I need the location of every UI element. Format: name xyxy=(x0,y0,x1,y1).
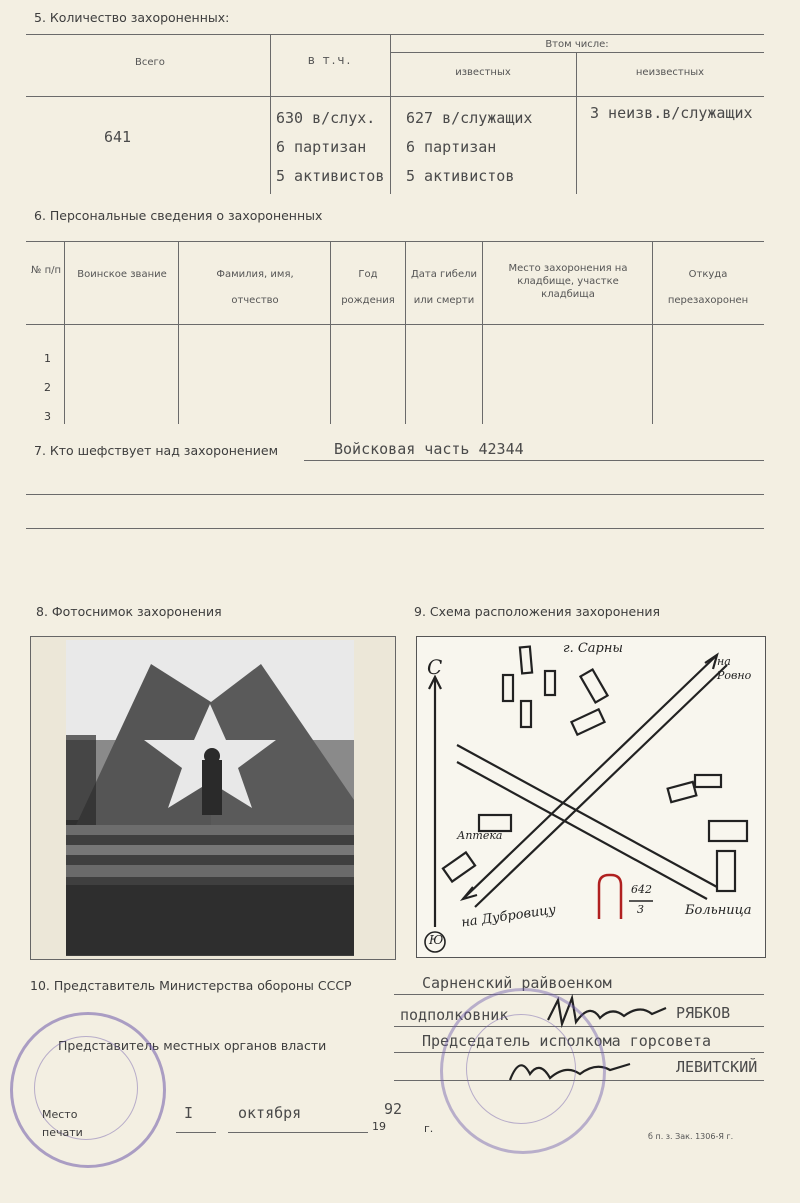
date-year-prefix: 19 xyxy=(372,1120,386,1133)
date-day: I xyxy=(184,1104,194,1122)
local-name: ЛЕВИТСКИЙ xyxy=(676,1058,758,1076)
unknown-values: 3 неизв.в/служащих xyxy=(590,104,753,122)
mod-rank: подполковник xyxy=(400,1006,509,1024)
date-month: октября xyxy=(238,1104,302,1122)
sec7-value: Войсковая часть 42344 xyxy=(334,440,524,458)
col-known-header: известных xyxy=(455,67,511,78)
label-north: С xyxy=(427,655,443,679)
sec10-title: 10. Представитель Министерства обороны СССР xyxy=(30,978,352,993)
date-year: 92 xyxy=(384,1100,403,1118)
sec6-title: 6. Персональные сведения о захороненных xyxy=(34,208,323,223)
date-year-suffix: г. xyxy=(424,1122,434,1135)
col-incl-header: в т.ч. xyxy=(307,53,353,67)
hdr-death: Дата гибели или смерти xyxy=(410,269,478,306)
col-among-header: Втом числе: xyxy=(545,39,609,50)
local-position: Председатель исполкома горсовета xyxy=(422,1032,711,1050)
sec7-title: 7. Кто шефствует над захоронением xyxy=(34,443,279,458)
row-numbers: 1 2 3 xyxy=(44,352,51,423)
label-pharmacy: Аптека xyxy=(457,829,503,842)
location-scheme xyxy=(416,636,766,958)
label-hospital: Больница xyxy=(685,903,752,918)
label-to-town: на Ровно xyxy=(717,655,752,682)
hdr-from: Откуда перезахоронен xyxy=(667,269,749,306)
total-value: 641 xyxy=(104,128,132,146)
label-to-dubrovitsa: на Дубровицу xyxy=(460,902,557,931)
incl-values: 630 в/слух. 6 партизан 5 активистов xyxy=(276,109,385,185)
sec9-title: 9. Схема расположения захоронения xyxy=(414,604,661,619)
sec8-title: 8. Фотоснимок захоронения xyxy=(36,604,222,619)
hdr-rank: Воинское звание xyxy=(77,269,167,280)
label-grave-den: 3 xyxy=(637,903,644,916)
memorial-photo xyxy=(66,640,354,956)
mod-name: РЯБКОВ xyxy=(676,1004,731,1022)
sec5-title: 5. Количество захороненных: xyxy=(34,10,230,25)
hdr-year: Год рождения xyxy=(341,269,395,306)
col-total-header: Всего xyxy=(135,57,165,68)
place-of-seal-label: Место печати xyxy=(42,1108,83,1139)
mod-line1: Сарненский райвоенком xyxy=(422,974,612,992)
hdr-num: № п/п xyxy=(30,265,62,276)
hdr-place: Место захоронения на кладбище, участке кладбища xyxy=(508,263,628,300)
label-south: Ю xyxy=(429,933,444,947)
known-values: 627 в/служащих 6 партизан 5 активистов xyxy=(406,109,533,185)
print-note: б п. з. Зак. 1306-Я г. xyxy=(648,1132,734,1141)
col-unknown-header: неизвестных xyxy=(635,67,705,78)
hdr-name: Фамилия, имя, отчество xyxy=(216,269,294,306)
local-title: Представитель местных органов власти xyxy=(58,1038,327,1053)
label-grave-num: 642 xyxy=(631,883,652,896)
label-city: г. Сарны xyxy=(563,641,624,656)
